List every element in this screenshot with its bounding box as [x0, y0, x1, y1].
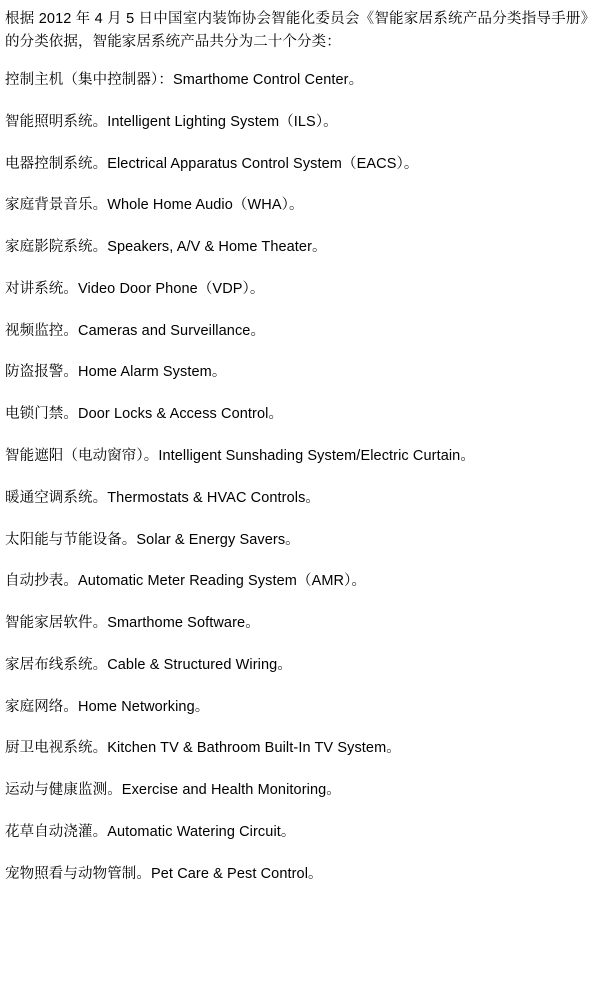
category-item: 电器控制系统。Electrical Apparatus Control System（EACS）。: [5, 155, 419, 172]
category-item: 视频监控。Cameras and Surveillance。: [5, 322, 266, 339]
category-item: 厨卫电视系统。Kitchen TV & Bathroom Built-In TV System。: [5, 740, 401, 757]
category-item: 太阳能与节能设备。Solar & Energy Savers。: [5, 531, 300, 548]
category-item: 家庭背景音乐。Whole Home Audio（WHA）。: [5, 197, 304, 214]
category-item: 花草自动浇灌。Automatic Watering Circuit。: [5, 824, 296, 841]
category-item: 防盗报警。Home Alarm System。: [5, 364, 227, 381]
category-item: 家庭影院系统。Speakers, A/V & Home Theater。: [5, 239, 327, 256]
category-item: 控制主机（集中控制器）：Smarthome Control Center。: [5, 71, 364, 88]
category-item: 家庭网络。Home Networking。: [5, 698, 210, 715]
category-item: 暖通空调系统。Thermostats & HVAC Controls。: [5, 489, 321, 506]
intro-paragraph: 根据 2012 年 4 月 5 日中国室内装饰协会智能化委员会《智能家居系统产品分类指导手册》的分类依据，智能家居系统产品共分为二十个分类：: [5, 11, 588, 51]
category-item: 对讲系统。Video Door Phone（VDP）。: [5, 280, 265, 297]
category-item: 宠物照看与动物管制。Pet Care & Pest Control。: [5, 865, 323, 882]
category-item: 智能遮阳（电动窗帘）。Intelligent Sunshading System/Electric Curtain。: [5, 448, 475, 464]
category-item: 自动抄表。Automatic Meter Reading System（AMR）。: [5, 573, 367, 590]
category-item: 家居布线系统。Cable & Structured Wiring。: [5, 656, 292, 673]
category-item: 智能照明系统。Intelligent Lighting System（ILS）。: [5, 113, 338, 130]
category-item: 电锁门禁。Door Locks & Access Control。: [5, 406, 284, 423]
category-item: 智能家居软件。Smarthome Software。: [5, 615, 260, 632]
category-item: 运动与健康监测。Exercise and Health Monitoring。: [5, 782, 341, 799]
